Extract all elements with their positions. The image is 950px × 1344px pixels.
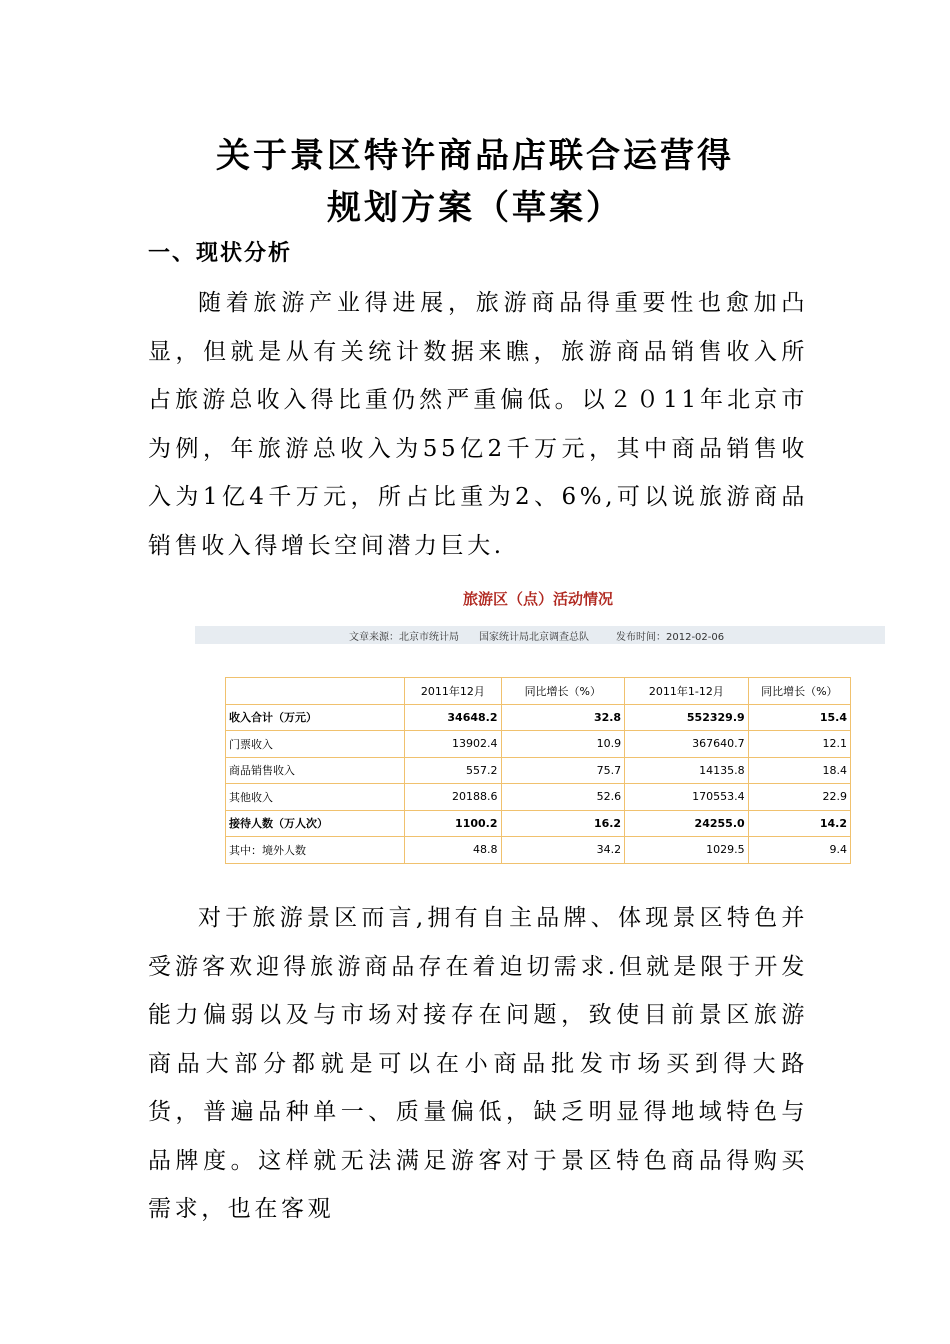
table-cell: 13902.4 <box>405 731 501 758</box>
table-row-label: 接待人数（万人次） <box>226 810 405 837</box>
paragraph-status-analysis: 随着旅游产业得进展，旅游商品得重要性也愈加凸显，但就是从有关统计数据来瞧，旅游商品销售收入所占旅游总收入得比重仍然严重偏低。以２０11年北京市为例，年旅游总收入为55亿2千万元，其中商品销售收入为1亿4千万元，所占比重为2、6%,可以说旅游商品销售收入得增长空间潜力巨大. <box>148 290 808 559</box>
table-row <box>226 704 851 731</box>
table-row <box>226 810 851 837</box>
table-cell: 52.6 <box>501 784 625 811</box>
table-header-cell <box>226 678 405 705</box>
table-cell: 48.8 <box>405 837 501 864</box>
table-row-label: 其他收入 <box>226 784 405 811</box>
document-title-line2: 规划方案（草案） <box>327 188 623 228</box>
table-cell: 170553.4 <box>625 784 749 811</box>
table-cell: 1029.5 <box>625 837 749 864</box>
paragraph-scenic-demand: 对于旅游景区而言,拥有自主品牌、体现景区特色并受游客欢迎得旅游商品存在着迫切需求.但就是限于开发能力偏弱以及与市场对接存在问题，致使目前景区旅游商品大部分都就是可以在小商品批发市场买到得大路货，普遍品种单一、质量偏低，缺乏明显得地域特色与品牌度。这样就无法满足游客对于景区特色商品得购买需求，也在客观 <box>148 905 808 1222</box>
table-cell: 14135.8 <box>625 757 749 784</box>
table-header-cell: 同比增长（%） <box>748 678 850 705</box>
table-row-label: 商品销售收入 <box>226 757 405 784</box>
table-header-cell: 同比增长（%） <box>501 678 625 705</box>
table-cell: 367640.7 <box>625 731 749 758</box>
table-header-cell: 2011年1-12月 <box>625 678 749 705</box>
table-cell: 557.2 <box>405 757 501 784</box>
table-cell: 1100.2 <box>405 810 501 837</box>
table-cell: 15.4 <box>748 704 850 731</box>
table-cell: 22.9 <box>748 784 850 811</box>
table-cell: 32.8 <box>501 704 625 731</box>
table-cell: 18.4 <box>748 757 850 784</box>
table-row <box>226 757 851 784</box>
publish-time: 发布时间：2012-02-06 <box>616 632 725 643</box>
table-source-bar <box>195 626 885 644</box>
table-cell: 14.2 <box>748 810 850 837</box>
table-cell: 12.1 <box>748 731 850 758</box>
table-cell: 75.7 <box>501 757 625 784</box>
table-cell: 16.2 <box>501 810 625 837</box>
table-cell: 20188.6 <box>405 784 501 811</box>
table-header-row <box>226 678 851 705</box>
source-label: 文章来源：北京市统计局 <box>349 632 459 643</box>
tourism-stats-table <box>225 677 851 864</box>
table-cell: 24255.0 <box>625 810 749 837</box>
table-header-cell: 2011年12月 <box>405 678 501 705</box>
table-row <box>226 784 851 811</box>
table-cell: 9.4 <box>748 837 850 864</box>
table-row-label: 其中：境外人数 <box>226 837 405 864</box>
table-cell: 10.9 <box>501 731 625 758</box>
source-org: 国家统计局北京调查总队 <box>479 632 589 643</box>
section-heading: 一、现状分析 <box>148 240 293 266</box>
table-cell: 34648.2 <box>405 704 501 731</box>
table-cell: 552329.9 <box>625 704 749 731</box>
table-row <box>226 731 851 758</box>
table-row <box>226 837 851 864</box>
table-row-label: 门票收入 <box>226 731 405 758</box>
table-title: 旅游区（点）活动情况 <box>462 590 613 608</box>
table-cell: 34.2 <box>501 837 625 864</box>
table-row-label: 收入合计（万元） <box>226 704 405 731</box>
document-title-line1: 关于景区特许商品店联合运营得 <box>216 136 734 176</box>
